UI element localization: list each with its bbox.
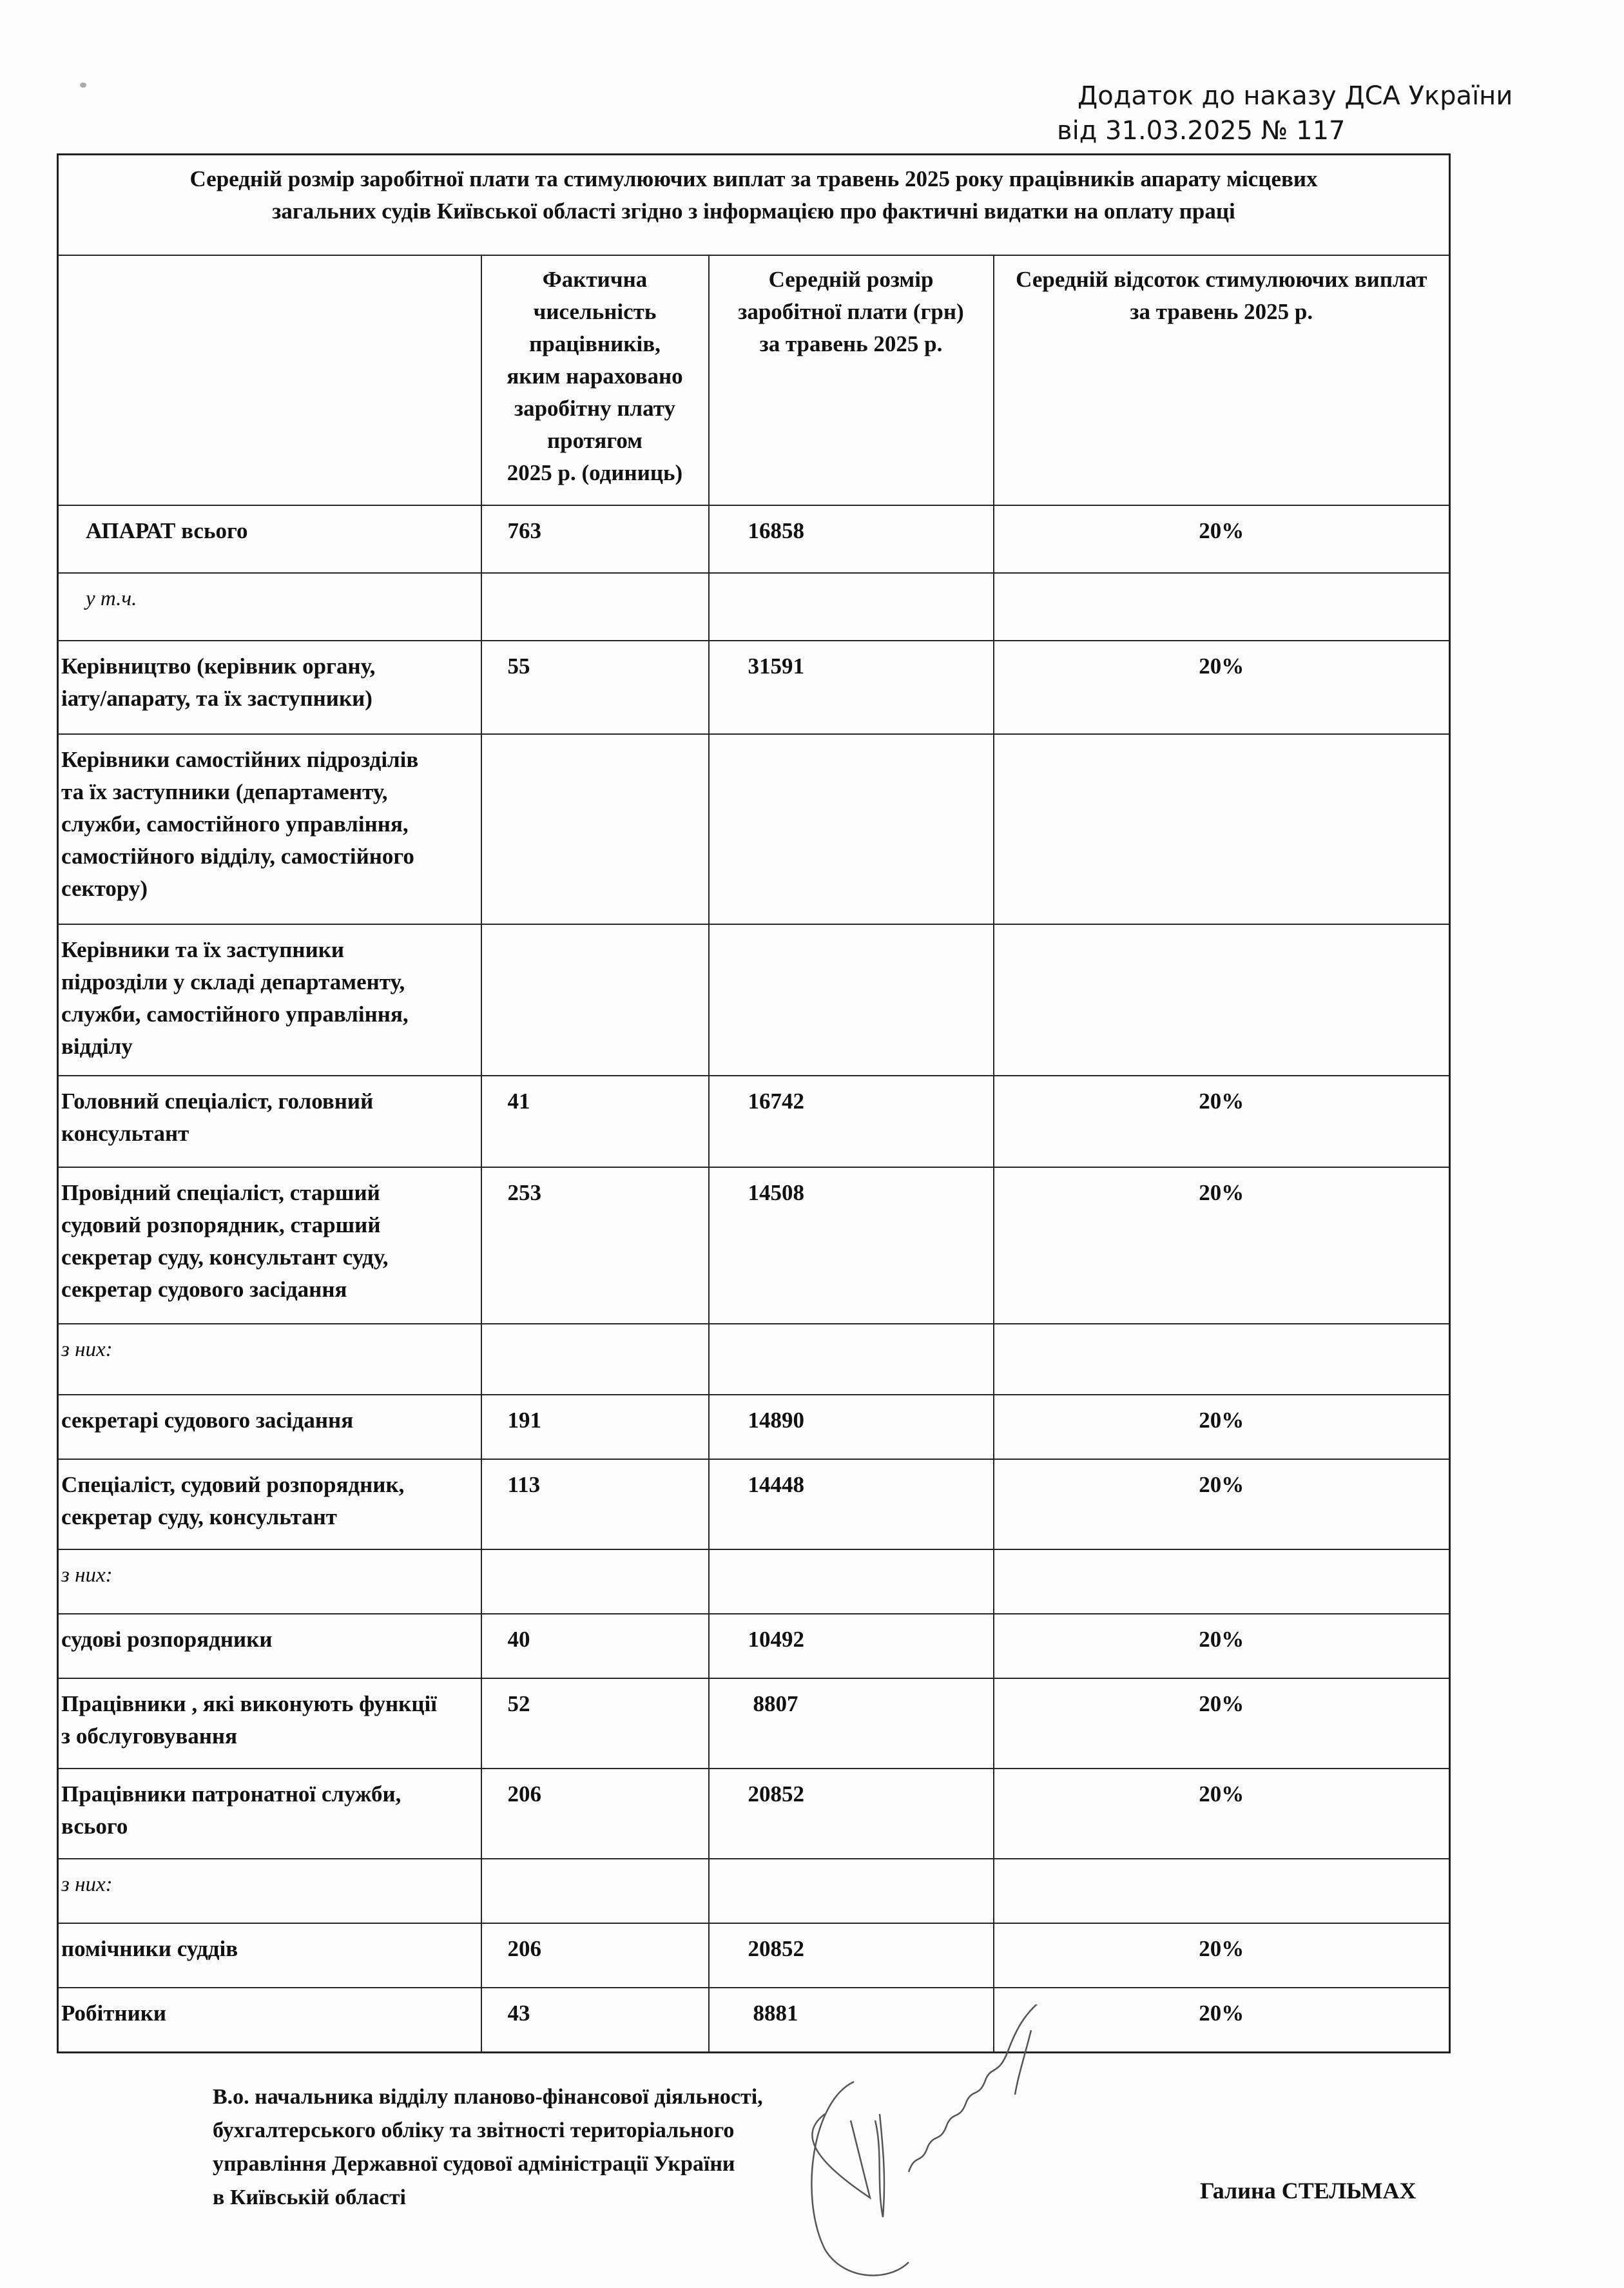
row-label-line: секретар судового засідання	[61, 1277, 347, 1302]
row-headcount: 40	[481, 1614, 709, 1678]
row-label: Робітники	[58, 1988, 481, 2052]
row-label-line: консультант	[61, 1121, 189, 1146]
annex-line-2: від 31.03.2025 № 117	[1057, 116, 1346, 146]
row-salary: 20852	[709, 1769, 994, 1859]
row-pct	[994, 924, 1450, 1076]
header-avg-salary	[709, 255, 994, 505]
row-salary: 8881	[709, 1988, 994, 2052]
header-text: Середній розмір	[768, 267, 934, 292]
row-salary: 10492	[709, 1614, 994, 1678]
row-pct	[994, 1859, 1450, 1923]
row-label-line: служби, самостійного управління,	[61, 811, 409, 837]
row-label: у т.ч.	[58, 573, 481, 641]
row-label-line: всього	[61, 1814, 128, 1839]
row-label	[58, 1076, 481, 1167]
row-label	[58, 641, 481, 734]
row-pct	[994, 573, 1450, 641]
table-row	[58, 1459, 1450, 1549]
table-row	[58, 1395, 1450, 1459]
row-salary: 14890	[709, 1395, 994, 1459]
row-label-line: підрозділи у складі департаменту,	[61, 969, 405, 994]
header-text: чисельність	[533, 299, 657, 324]
row-label-line: Працівники , які виконують функції	[61, 1691, 437, 1716]
table-row	[58, 1167, 1450, 1324]
row-salary: 16858	[709, 505, 994, 573]
row-label-line: відділу	[61, 1034, 133, 1059]
header-headcount	[481, 255, 709, 505]
table-row	[58, 1923, 1450, 1988]
handwritten-signature-icon	[786, 2004, 1186, 2288]
annex-header	[1057, 79, 1560, 148]
table-row	[58, 1678, 1450, 1769]
row-headcount: 763	[481, 505, 709, 573]
table-row	[58, 641, 1450, 734]
table-row	[58, 1614, 1450, 1678]
header-text: протягом	[546, 428, 643, 453]
table-row	[58, 1859, 1450, 1923]
row-label-line: самостійного відділу, самостійного	[61, 844, 414, 869]
table-row	[58, 505, 1450, 573]
table-title-line-2: загальних судів Київської області згідно з інформацією про фактичні видатки на оплату праці	[272, 199, 1235, 224]
row-salary	[709, 573, 994, 641]
row-label-line: Спеціаліст, судовий розпорядник,	[61, 1472, 405, 1497]
row-headcount: 206	[481, 1923, 709, 1988]
table-row	[58, 573, 1450, 641]
header-text: Фактична	[542, 267, 648, 292]
annex-line-1: Додаток до наказу ДСА України	[1078, 81, 1513, 111]
row-label-line: іату/апарату, та їх заступники)	[61, 686, 372, 711]
row-label	[58, 1678, 481, 1769]
row-label: з них:	[58, 1324, 481, 1395]
row-pct: 20%	[994, 1076, 1450, 1167]
row-headcount: 253	[481, 1167, 709, 1324]
row-label: з них:	[58, 1859, 481, 1923]
row-label-line: та їх заступники (департаменту,	[61, 779, 388, 804]
header-text: заробітної плати (грн)	[738, 299, 964, 324]
row-headcount	[481, 573, 709, 641]
table-row	[58, 734, 1450, 924]
row-salary: 31591	[709, 641, 994, 734]
table-row	[58, 1324, 1450, 1395]
row-pct: 20%	[994, 1167, 1450, 1324]
row-pct: 20%	[994, 1769, 1450, 1859]
row-headcount: 41	[481, 1076, 709, 1167]
table-row	[58, 1549, 1450, 1614]
header-text: за травень 2025 р.	[759, 331, 943, 356]
row-pct: 20%	[994, 1614, 1450, 1678]
header-text: 2025 р. (одиниць)	[507, 460, 683, 485]
row-pct: 20%	[994, 1678, 1450, 1769]
row-label-line: секретар суду, консультант суду,	[61, 1245, 389, 1270]
row-pct: 20%	[994, 1395, 1450, 1459]
signatory-name: Галина СТЕЛЬМАХ	[1200, 2178, 1416, 2204]
row-headcount	[481, 1859, 709, 1923]
row-pct: 20%	[994, 1988, 1450, 2052]
row-salary: 14448	[709, 1459, 994, 1549]
row-label-line: служби, самостійного управління,	[61, 1002, 409, 1027]
row-pct	[994, 1324, 1450, 1395]
table-title-row	[58, 155, 1450, 256]
header-row	[58, 255, 1450, 505]
position-line: В.о. начальника відділу планово-фінансової діяльності,	[213, 2085, 763, 2109]
position-line: в Київській області	[213, 2186, 406, 2209]
row-salary	[709, 924, 994, 1076]
row-salary	[709, 734, 994, 924]
header-bonus-pct	[994, 255, 1450, 505]
row-pct: 20%	[994, 641, 1450, 734]
row-pct	[994, 1549, 1450, 1614]
salary-table	[57, 153, 1451, 2053]
row-label-line: секретар суду, консультант	[61, 1504, 337, 1529]
row-headcount	[481, 1324, 709, 1395]
row-headcount: 113	[481, 1459, 709, 1549]
row-label	[58, 924, 481, 1076]
header-category	[58, 255, 481, 505]
row-headcount	[481, 924, 709, 1076]
table-title-line-1: Середній розмір заробітної плати та стимулюючих виплат за травень 2025 року працівників апарату місцевих	[189, 166, 1318, 191]
scan-speck	[80, 82, 86, 88]
row-label: секретарі судового засідання	[58, 1395, 481, 1459]
row-label	[58, 1769, 481, 1859]
row-label-line: Керівники та їх заступники	[61, 937, 345, 962]
row-label-line: з обслуговування	[61, 1723, 238, 1749]
row-headcount: 52	[481, 1678, 709, 1769]
row-headcount: 191	[481, 1395, 709, 1459]
row-label: АПАРАТ всього	[58, 505, 481, 573]
row-label-line: Керівництво (керівник органу,	[61, 654, 376, 679]
row-salary: 14508	[709, 1167, 994, 1324]
row-headcount	[481, 734, 709, 924]
table-title	[58, 155, 1450, 256]
row-salary: 16742	[709, 1076, 994, 1167]
row-label-line: Керівники самостійних підрозділів	[61, 747, 419, 772]
row-salary	[709, 1859, 994, 1923]
row-salary	[709, 1549, 994, 1614]
row-label-line: Працівники патронатної служби,	[61, 1781, 401, 1807]
row-salary	[709, 1324, 994, 1395]
row-headcount: 43	[481, 1988, 709, 2052]
header-text: яким нараховано	[507, 364, 683, 389]
row-label	[58, 1459, 481, 1549]
row-headcount	[481, 1549, 709, 1614]
header-text: за травень 2025 р.	[1130, 299, 1313, 324]
position-line: бухгалтерського обліку та звітності територіального	[213, 2118, 735, 2142]
row-salary: 8807	[709, 1678, 994, 1769]
row-label-line: Головний спеціаліст, головний	[61, 1089, 374, 1114]
table-row	[58, 1076, 1450, 1167]
table-row	[58, 1769, 1450, 1859]
table-row	[58, 924, 1450, 1076]
row-headcount: 206	[481, 1769, 709, 1859]
row-pct: 20%	[994, 1923, 1450, 1988]
header-text: заробітну плату	[514, 396, 675, 421]
header-text: працівників,	[529, 331, 661, 356]
row-label: помічники суддів	[58, 1923, 481, 1988]
header-text: Середній відсоток стимулюючих виплат	[1016, 267, 1427, 292]
row-label: судові розпорядники	[58, 1614, 481, 1678]
row-label-line: сектору)	[61, 876, 148, 901]
row-headcount: 55	[481, 641, 709, 734]
position-line: управління Державної судової адміністрації України	[213, 2152, 735, 2176]
row-pct: 20%	[994, 505, 1450, 573]
row-label	[58, 1167, 481, 1324]
row-salary: 20852	[709, 1923, 994, 1988]
row-label: з них:	[58, 1549, 481, 1614]
row-label	[58, 734, 481, 924]
signatory-position	[213, 2080, 857, 2215]
row-pct: 20%	[994, 1459, 1450, 1549]
table-row	[58, 1988, 1450, 2052]
row-label-line: Провідний спеціаліст, старший	[61, 1180, 380, 1205]
row-label-line: судовий розпорядник, старший	[61, 1212, 381, 1237]
row-pct	[994, 734, 1450, 924]
